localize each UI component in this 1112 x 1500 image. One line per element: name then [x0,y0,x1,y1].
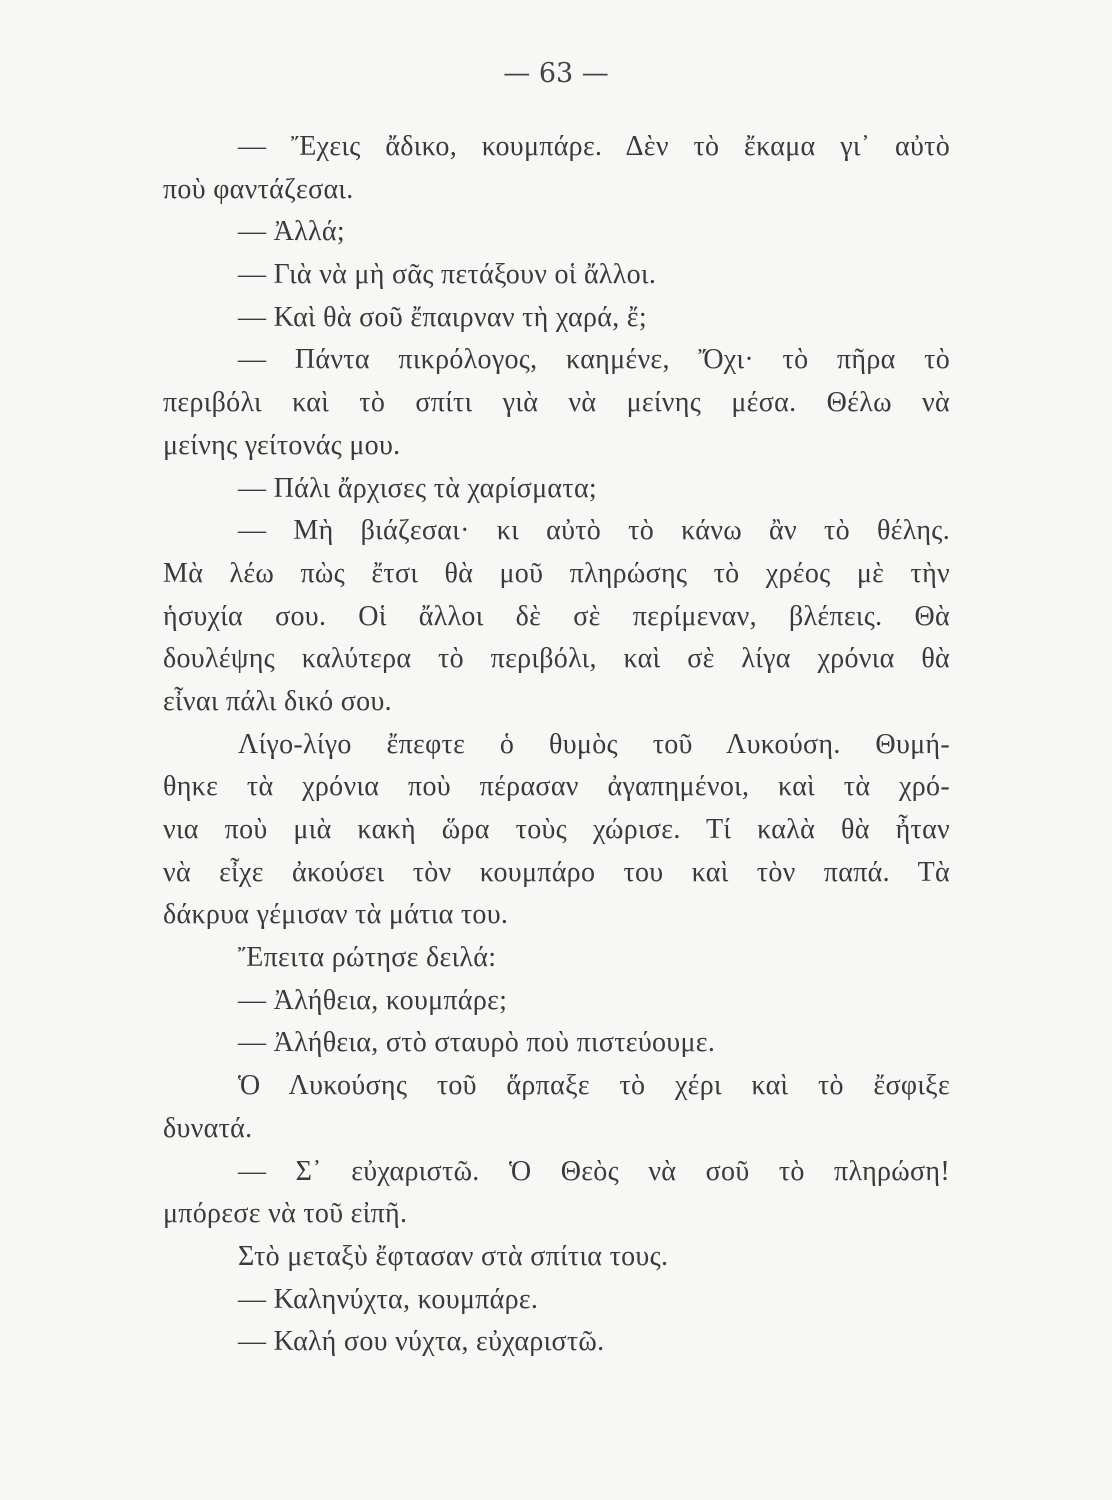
text-line: δυνατά. [163,1112,253,1144]
text-line: ἡσυχία σου. Οἱ ἄλλοι δὲ σὲ περίμεναν, βλέπεις. Θὰ [163,600,950,632]
text-line: θηκε τὰ χρόνια ποὺ πέρασαν ἀγαπημένοι, καὶ τὰ χρό- [163,771,950,803]
text-line: — Ἀλήθεια, κουμπάρε; [238,984,508,1016]
text-line: — Ἀλλά; [238,216,345,248]
text-line: — Σ᾽ εὐχαριστῶ. Ὁ Θεὸς νὰ σοῦ τὸ πληρώση! [238,1155,950,1187]
text-line: — Καληνύχτα, κουμπάρε. [238,1283,539,1315]
page-number: — 63 — [503,58,609,89]
text-line: μπόρεσε νὰ τοῦ εἰπῆ. [163,1198,408,1230]
text-line: Λίγο-λίγο ἔπεφτε ὁ θυμὸς τοῦ Λυκούση. Θυμή- [238,728,950,760]
text-line: — Πάντα πικρόλογος, καημένε, Ὄχι· τὸ πῆρα τὸ [238,344,950,376]
body-text [163,126,950,1364]
text-line: Ὁ Λυκούσης τοῦ ἅρπαξε τὸ χέρι καὶ τὸ ἔσφιξε [238,1070,950,1102]
text-line: — Γιὰ νὰ μὴ σᾶς πετάξουν οἱ ἄλλοι. [238,259,657,291]
text-line: δάκρυα γέμισαν τὰ μάτια του. [163,899,509,931]
text-line: — Καλή σου νύχτα, εὐχαριστῶ. [238,1326,605,1358]
text-line: νὰ εἶχε ἀκούσει τὸν κουμπάρο του καὶ τὸν παπά. Τὰ [163,856,950,888]
text-line: νια ποὺ μιὰ κακὴ ὥρα τοὺς χώρισε. Τί καλὰ θὰ ἦταν [163,814,950,845]
text-line: περιβόλι καὶ τὸ σπίτι γιὰ νὰ μείνης μέσα. Θέλω νὰ [163,387,950,419]
text-line: ποὺ φαντάζεσαι. [163,173,354,205]
text-line: — Μὴ βιάζεσαι· κι αὐτὸ τὸ κάνω ἂν τὸ θέλης. [238,515,950,547]
text-line: Ἔπειτα ρώτησε δειλά: [238,942,497,974]
text-line: εἶναι πάλι δικό σου. [163,685,392,717]
text-line: — Καὶ θὰ σοῦ ἔπαιρναν τὴ χαρά, ἔ; [238,301,647,333]
text-line: — Πάλι ἄρχισες τὰ χαρίσματα; [238,472,597,504]
text-line: Στὸ μεταξὺ ἔφτασαν στὰ σπίτια τους. [238,1240,669,1272]
text-line: — Ἀλήθεια, στὸ σταυρὸ ποὺ πιστεύουμε. [238,1027,716,1059]
text-line: — Ἔχεις ἄδικο, κουμπάρε. Δὲν τὸ ἔκαμα γι᾽ αὐτὸ [238,131,950,162]
text-line: δουλέψης καλύτερα τὸ περιβόλι, καὶ σὲ λίγα χρόνια θὰ [163,643,950,675]
text-line: μείνης γείτονάς μου. [163,429,401,461]
text-line: Μὰ λέω πὼς ἔτσι θὰ μοῦ πληρώσης τὸ χρέος μὲ τὴν [163,557,950,589]
